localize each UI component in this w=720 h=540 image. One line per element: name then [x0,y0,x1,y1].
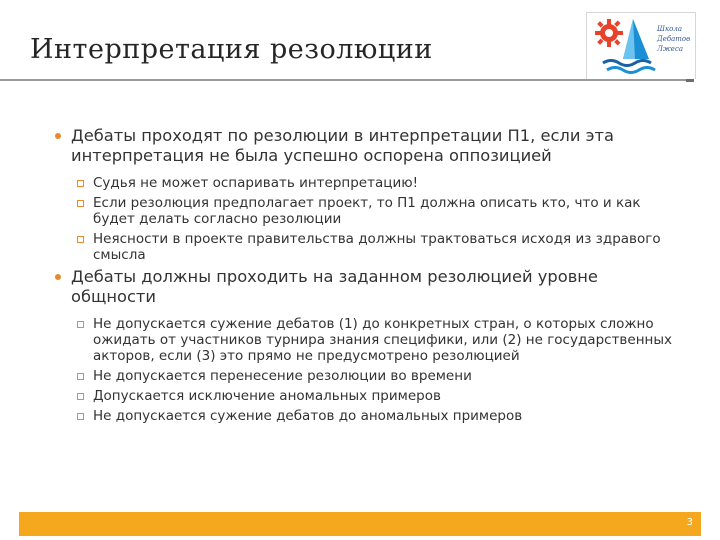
logo-text-line-1: Школа [657,25,683,33]
sub-bullet-2-4-text: Не допускается сужение дебатов до аномальных примеров [93,408,523,424]
sub-bullet-1-2-text: Если резолюция предполагает проект, то П1 должна описать кто, что и как будет делать согласно резолюции [93,195,641,227]
sub-bullet-1-3-text: Неясности в проекте правительства должны трактоваться исходя из здравого смысла [93,231,661,263]
logo-text-line-3: Лжеса [657,45,684,53]
square-bullet-icon [77,373,84,380]
sub-bullet-1-2 [53,195,683,227]
bullet-1-text: Дебаты проходят по резолюции в интерпретации П1, если эта интерпретация не была успешно оспорена оппозицией [71,126,614,165]
slide-content [53,126,683,428]
slide-title: Интерпретация резолюции [30,34,433,65]
page-number: 3 [686,517,693,528]
square-bullet-icon [77,236,84,243]
square-bullet-icon [77,413,84,420]
bullet-2-text: Дебаты должны проходить на заданном резолюцией уровне общности [71,267,598,306]
square-bullet-icon [77,200,84,207]
sub-bullet-2-1 [53,316,683,364]
title-divider [0,79,694,81]
bullet-2 [53,267,683,307]
sub-bullet-2-1-text: Не допускается сужение дебатов (1) до конкретных стран, о которых сложно ожидать от участников турнира знания специфики, или (2) не государственных акторов, если (3) это прямо не предусмотрено резолюцией [93,316,672,364]
bullet-1 [53,126,683,166]
sub-bullet-1-1-text: Судья не может оспаривать интерпретацию! [93,175,418,191]
sub-bullet-2-3-text: Допускается исключение аномальных примеров [93,388,441,404]
footer-bar [19,512,701,536]
square-bullet-icon [77,393,84,400]
square-bullet-icon [77,321,84,328]
sub-bullet-1-1 [53,175,683,191]
bullet-dot-icon [55,133,61,139]
sub-bullet-2-3 [53,388,683,404]
logo-text-line-2: Дебатов [657,35,691,43]
bullet-dot-icon [55,274,61,280]
sub-bullet-2-4 [53,408,683,424]
sub-bullet-1-3 [53,231,683,263]
square-bullet-icon [77,180,84,187]
sub-bullet-2-2-text: Не допускается перенесение резолюции во времени [93,368,472,384]
sub-bullet-2-2 [53,368,683,384]
